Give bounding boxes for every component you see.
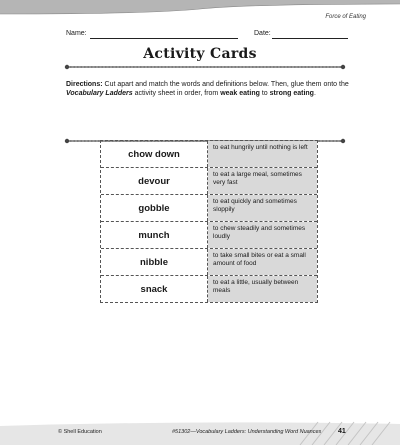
directions-label: Directions: bbox=[66, 81, 103, 88]
definition-card: to eat hungrily until nothing is left bbox=[208, 141, 317, 167]
word-card: nibble bbox=[101, 249, 208, 275]
footer-publisher: © Shell Education bbox=[58, 429, 102, 435]
word-card: munch bbox=[101, 222, 208, 248]
card-row bbox=[101, 249, 317, 276]
definition-card: to eat quickly and sometimes sloppily bbox=[208, 195, 317, 221]
footer-book-title: #51302—Vocabulary Ladders: Understanding Word Nuances bbox=[172, 429, 322, 435]
directions-text-4: . bbox=[313, 90, 316, 97]
page-number: 41 bbox=[338, 428, 346, 435]
definition-card: to chew steadily and sometimes loudly bbox=[208, 222, 317, 248]
directions bbox=[66, 80, 350, 98]
card-row bbox=[101, 222, 317, 249]
directions-text-1: Cut apart and match the words and definitions below. Then, glue them onto the bbox=[102, 81, 349, 88]
card-row bbox=[101, 276, 317, 302]
topic-tag: Force of Eating bbox=[325, 14, 366, 20]
top-decorative-band bbox=[0, 0, 400, 24]
date-label: Date: bbox=[254, 30, 271, 37]
page-title: Activity Cards bbox=[143, 46, 257, 62]
directions-sheet-name: Vocabulary Ladders bbox=[66, 90, 133, 97]
name-line bbox=[90, 38, 238, 39]
activity-cards-grid bbox=[100, 140, 318, 303]
rope-divider-top bbox=[64, 64, 346, 70]
name-label: Name: bbox=[66, 30, 87, 37]
word-card: snack bbox=[101, 276, 208, 302]
definition-card: to eat a large meal, sometimes very fast bbox=[208, 168, 317, 194]
name-date-row bbox=[66, 30, 348, 40]
word-card: chow down bbox=[101, 141, 208, 167]
word-card: devour bbox=[101, 168, 208, 194]
card-row bbox=[101, 168, 317, 195]
card-row bbox=[101, 141, 317, 168]
definition-card: to take small bites or eat a small amount of food bbox=[208, 249, 317, 275]
date-line bbox=[272, 38, 348, 39]
directions-text-3: to bbox=[259, 90, 270, 97]
word-card: gobble bbox=[101, 195, 208, 221]
directions-to: strong eating bbox=[269, 90, 314, 97]
directions-text-2: activity sheet in order, from bbox=[132, 90, 221, 97]
directions-from: weak eating bbox=[220, 90, 260, 97]
card-row bbox=[101, 195, 317, 222]
definition-card: to eat a little, usually between meals bbox=[208, 276, 317, 302]
